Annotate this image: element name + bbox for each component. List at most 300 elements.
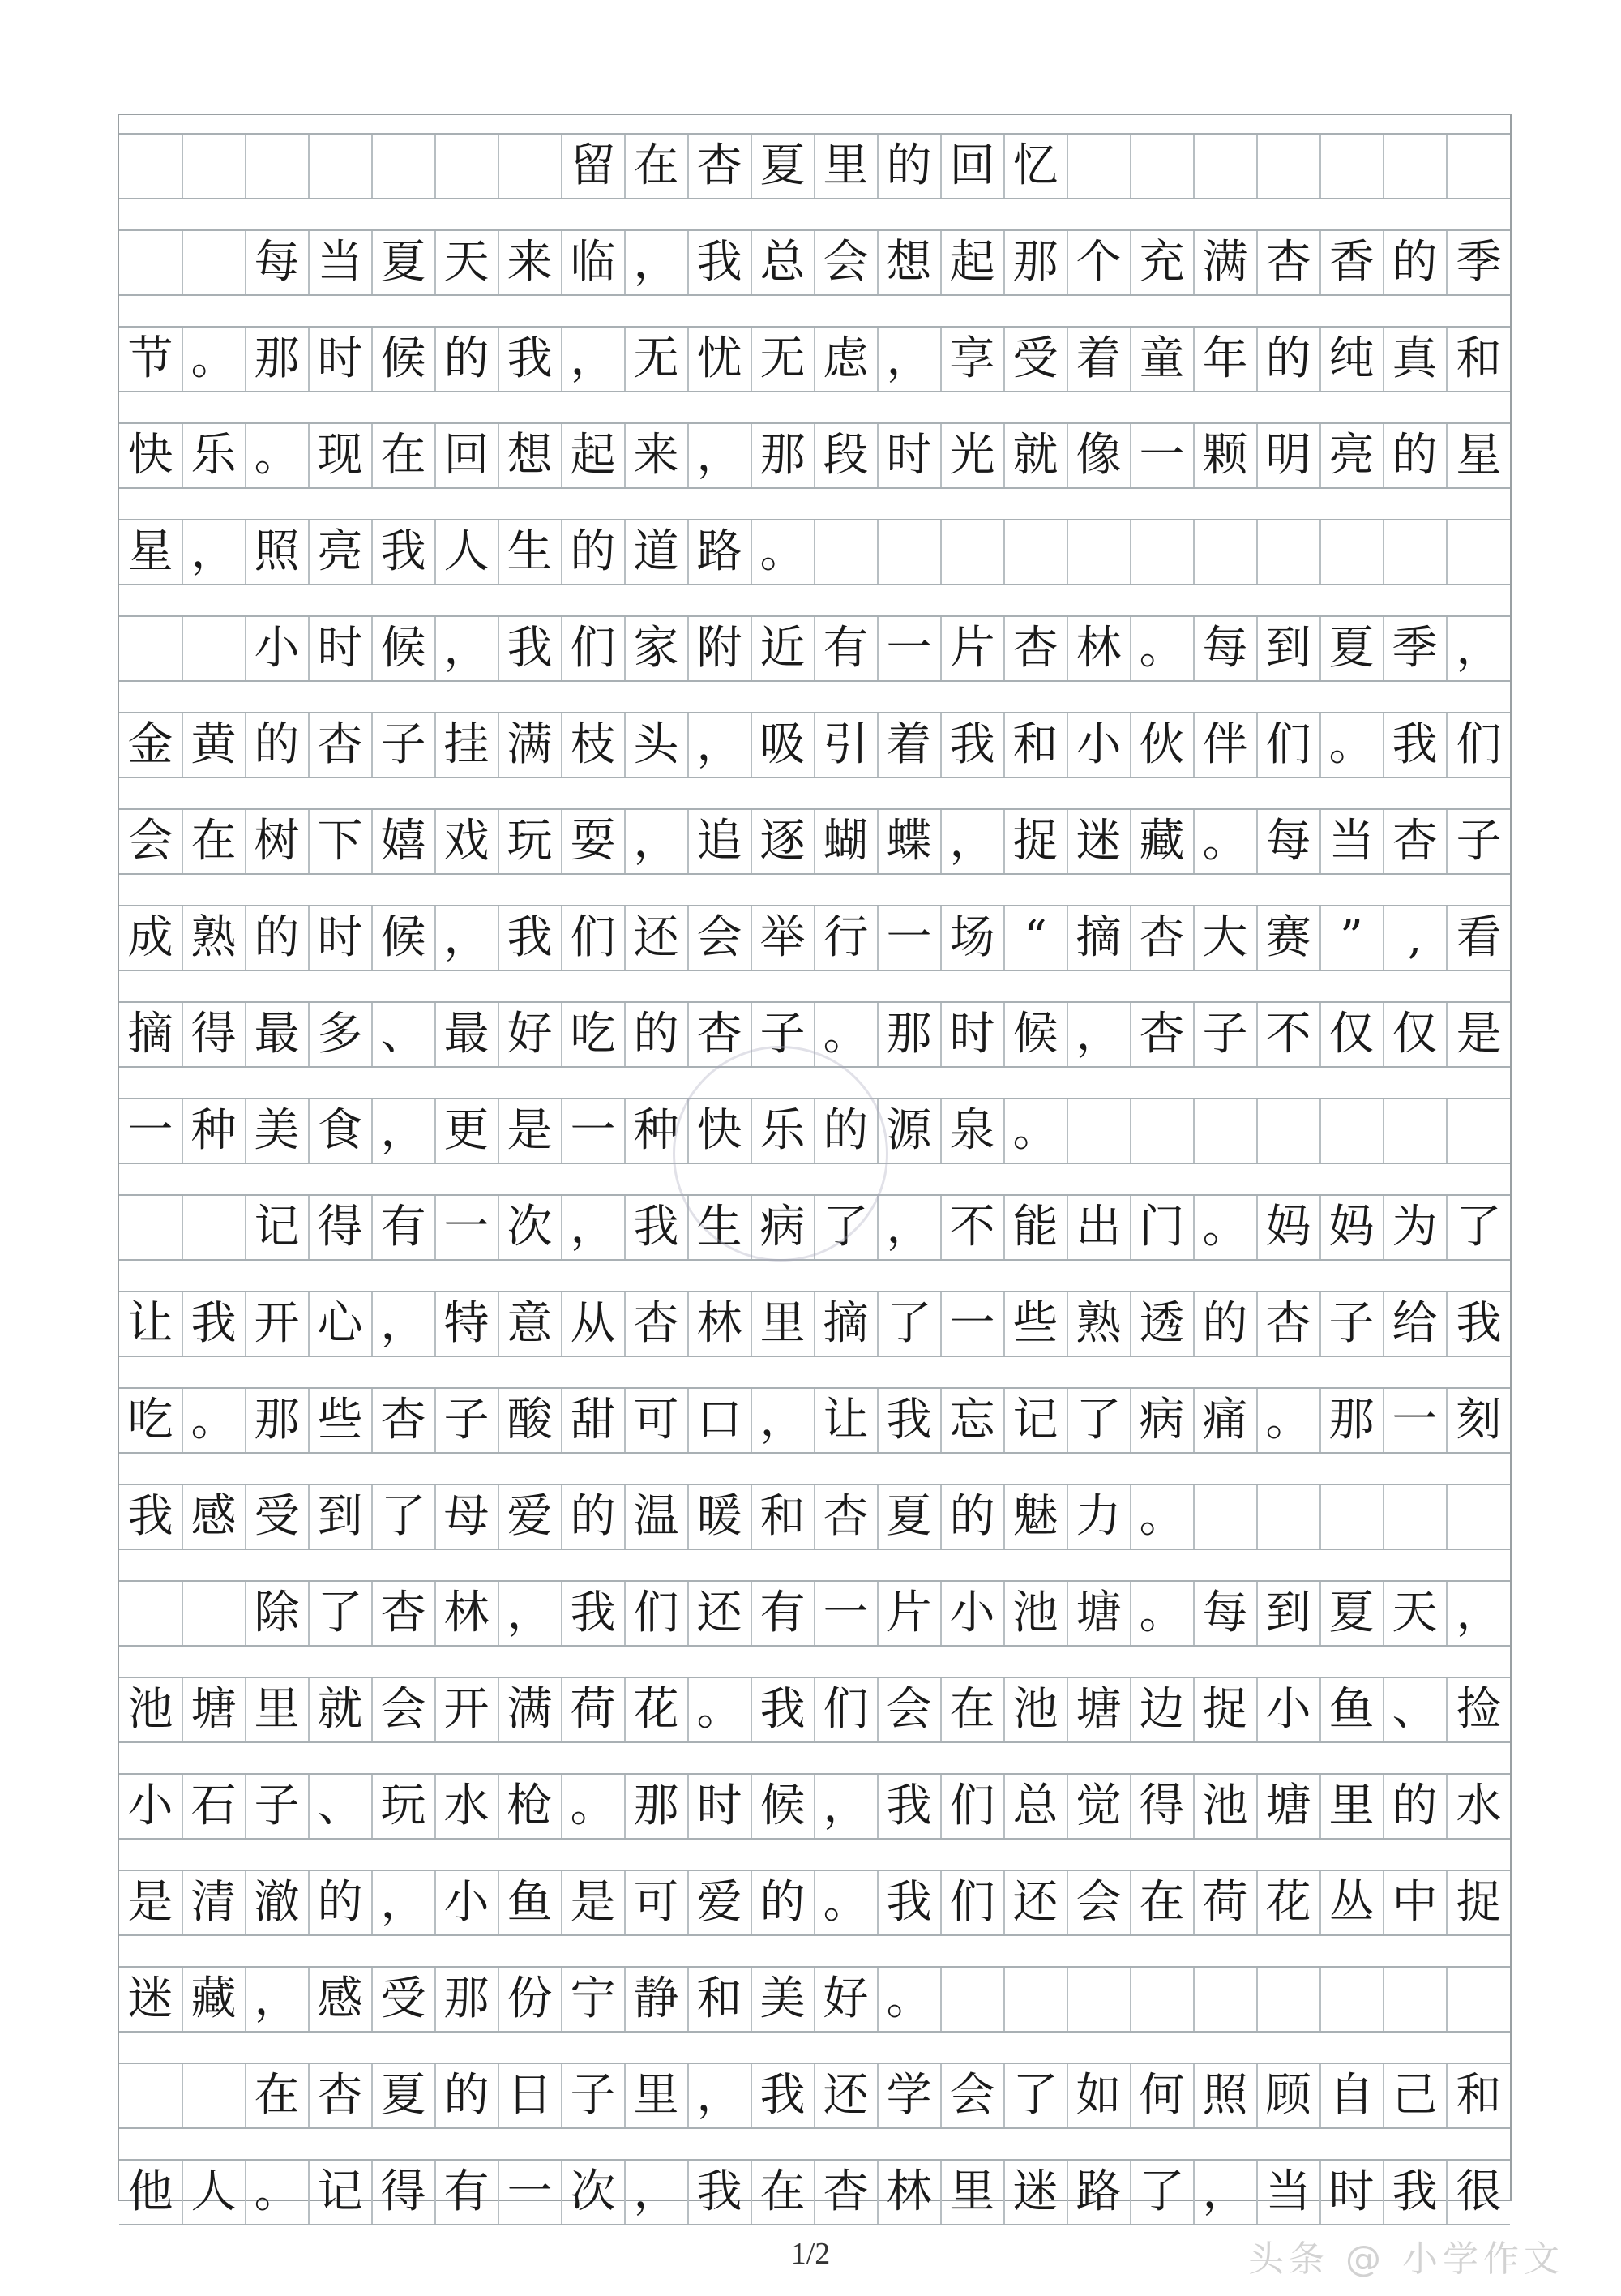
grid-cell: 捉	[1456, 1876, 1502, 1929]
grid-cell: 们	[1456, 718, 1502, 771]
grid-cell: 、	[309, 1775, 373, 1838]
grid-cell: 是	[562, 1871, 626, 1934]
grid-cell: 夏	[1320, 1582, 1384, 1645]
grid-cell: 在	[625, 135, 689, 198]
grid-cell: 如	[1067, 2064, 1131, 2127]
grid-cell: 现	[309, 424, 373, 487]
grid-cell: 中	[1384, 1871, 1448, 1934]
grid-cell: 一	[498, 2161, 562, 2224]
grid-cell: 。	[1004, 1099, 1068, 1163]
grid-cell: 摘	[1067, 906, 1131, 970]
grid-cell: ，	[1456, 1587, 1502, 1639]
grid-cell	[1194, 1968, 1258, 2031]
grid-cell: 次	[562, 2161, 626, 2224]
grid-cell	[435, 135, 499, 198]
grid-cell: 妈	[1257, 1196, 1321, 1259]
grid-cell: 下	[309, 810, 373, 873]
grid-cell	[182, 2064, 246, 2127]
grid-cell: 边	[1131, 1678, 1195, 1741]
grid-cell: 和	[688, 1968, 752, 2031]
grid-cell: 一	[815, 1582, 879, 1645]
grid-cell: 受	[372, 1968, 436, 2031]
grid-cell: 痛	[1194, 1389, 1258, 1452]
grid-cell: 枝	[562, 713, 626, 777]
grid-cell: ，	[625, 231, 689, 294]
grid-cell: 杏	[625, 1292, 689, 1356]
text-line	[119, 326, 1510, 392]
grid-cell: 伴	[1194, 713, 1258, 777]
grid-cell: 透	[1131, 1292, 1195, 1356]
grid-cell: 不	[941, 1196, 1005, 1259]
grid-cell: 、	[372, 1003, 436, 1066]
grid-cell: 来	[625, 424, 689, 487]
grid-cell: ，	[1456, 622, 1502, 675]
grid-cell: 到	[1257, 617, 1321, 680]
grid-cell: 池	[1004, 1678, 1068, 1741]
faint-stamp-mark	[673, 1046, 888, 1262]
grid-cell	[1447, 1099, 1511, 1163]
grid-cell: 的	[246, 906, 310, 970]
grid-cell: ，	[625, 810, 689, 873]
grid-cell: 和	[751, 1485, 815, 1549]
grid-cell: 妈	[1320, 1196, 1384, 1259]
grid-cell: 就	[1004, 424, 1068, 487]
grid-cell	[309, 135, 373, 198]
grid-cell: 了	[372, 1485, 436, 1549]
grid-cell: 。	[688, 1678, 752, 1741]
text-line	[119, 519, 1510, 585]
grid-cell: 仅	[1384, 1003, 1448, 1066]
grid-cell: ，	[372, 1292, 436, 1356]
grid-cell: 让	[119, 1292, 183, 1356]
grid-cell: 杏	[815, 1485, 879, 1549]
grid-cell: 份	[498, 1968, 562, 2031]
grid-cell: 池	[119, 1678, 183, 1741]
grid-cell: 。	[1194, 1196, 1258, 1259]
grid-cell: 到	[1257, 1582, 1321, 1645]
grid-cell: 夏	[1320, 617, 1384, 680]
grid-cell: 一	[878, 617, 942, 680]
grid-cell: 吃	[119, 1389, 183, 1452]
grid-cell: 里	[1320, 1775, 1384, 1838]
grid-cell: 塘	[182, 1678, 246, 1741]
grid-cell	[1067, 1968, 1131, 2031]
grid-cell: 时	[688, 1775, 752, 1838]
grid-cell: 除	[246, 1582, 310, 1645]
grid-cell: 会	[815, 231, 879, 294]
grid-cell: 有	[372, 1196, 436, 1259]
grid-cell: 会	[941, 2064, 1005, 2127]
grid-cell	[182, 617, 246, 680]
grid-cell: 我	[498, 328, 562, 391]
grid-cell: 。	[815, 1003, 879, 1066]
grid-cell: 满	[498, 1678, 562, 1741]
grid-cell	[1257, 1968, 1321, 2031]
grid-cell: 嬉	[372, 810, 436, 873]
grid-cell: 树	[246, 810, 310, 873]
grid-cell: 更	[435, 1099, 499, 1163]
grid-cell: 人	[435, 520, 499, 584]
grid-cell: 学	[878, 2064, 942, 2127]
grid-cell: 杏	[309, 2064, 373, 2127]
grid-cell: 明	[1257, 424, 1321, 487]
grid-cell: 夏	[372, 2064, 436, 2127]
grid-cell: 照	[246, 520, 310, 584]
grid-cell: 还	[1004, 1871, 1068, 1934]
grid-cell: 那	[246, 328, 310, 391]
grid-cell: 的	[1257, 328, 1321, 391]
grid-cell: 吃	[562, 1003, 626, 1066]
grid-cell: 子	[562, 2064, 626, 2127]
grid-cell: 在	[751, 2161, 815, 2224]
grid-cell: 了	[1067, 1389, 1131, 1452]
grid-cell: 子	[1456, 815, 1502, 867]
grid-cell	[1384, 520, 1448, 584]
grid-cell: 着	[1067, 328, 1131, 391]
grid-cell: ，	[498, 1582, 562, 1645]
grid-cell: 玩	[498, 810, 562, 873]
grid-cell: 子	[372, 713, 436, 777]
grid-cell: 何	[1131, 2064, 1195, 2127]
grid-cell: 他	[119, 2161, 183, 2224]
grid-cell: 亮	[309, 520, 373, 584]
grid-cell: 了	[309, 1582, 373, 1645]
text-line	[119, 1966, 1510, 2033]
grid-cell: 时	[878, 424, 942, 487]
grid-cell: 每	[1194, 1582, 1258, 1645]
grid-cell: 。	[878, 1968, 942, 2031]
grid-cell: 路	[688, 520, 752, 584]
grid-cell: 我	[625, 1196, 689, 1259]
grid-cell: 里	[625, 2064, 689, 2127]
grid-cell	[1131, 1968, 1195, 2031]
grid-cell: 有	[815, 617, 879, 680]
grid-cell: 蝴	[815, 810, 879, 873]
grid-cell	[246, 135, 310, 198]
grid-cell: 举	[751, 906, 815, 970]
grid-cell: 生	[498, 520, 562, 584]
grid-cell: 杏	[1131, 1003, 1195, 1066]
text-line	[119, 2159, 1510, 2225]
grid-cell	[1320, 1968, 1384, 2031]
grid-cell: 一	[941, 1292, 1005, 1356]
grid-cell: 照	[1194, 2064, 1258, 2127]
grid-cell: 路	[1067, 2161, 1131, 2224]
grid-cell: 病	[1131, 1389, 1195, 1452]
grid-cell: ，	[435, 617, 499, 680]
grid-cell: 让	[815, 1389, 879, 1452]
grid-cell: 酸	[498, 1389, 562, 1452]
grid-cell: 甜	[562, 1389, 626, 1452]
grid-cell: 荷	[562, 1678, 626, 1741]
grid-cell: 。	[815, 1871, 879, 1934]
grid-cell: 美	[751, 1968, 815, 2031]
grid-cell: 塘	[1067, 1582, 1131, 1645]
watermark: 头条 @ 小学作文	[1248, 2238, 1564, 2280]
grid-cell	[1131, 520, 1195, 584]
grid-cell: 追	[688, 810, 752, 873]
grid-cell: 枪	[498, 1775, 562, 1838]
grid-cell: 亮	[1320, 424, 1384, 487]
grid-cell: 成	[119, 906, 183, 970]
grid-cell: 金	[119, 713, 183, 777]
grid-cell: 己	[1384, 2064, 1448, 2127]
grid-cell: ，	[246, 1968, 310, 2031]
grid-cell: 。	[1131, 1582, 1195, 1645]
grid-cell	[941, 1968, 1005, 2031]
grid-cell: 大	[1194, 906, 1258, 970]
grid-cell: 场	[941, 906, 1005, 970]
grid-cell: 口	[688, 1389, 752, 1452]
grid-cell: 的	[1384, 1775, 1448, 1838]
grid-cell: 的	[941, 1485, 1005, 1549]
grid-cell: 力	[1067, 1485, 1131, 1549]
grid-cell	[1320, 1485, 1384, 1549]
text-line	[119, 1580, 1510, 1647]
grid-cell: 光	[941, 424, 1005, 487]
grid-cell: 从	[562, 1292, 626, 1356]
grid-cell: 真	[1384, 328, 1448, 391]
grid-cell: 时	[309, 906, 373, 970]
grid-cell	[498, 135, 562, 198]
grid-cell: 一	[435, 1196, 499, 1259]
grid-cell: 回	[435, 424, 499, 487]
grid-cell: 藏	[182, 1968, 246, 2031]
grid-cell: 当	[309, 231, 373, 294]
text-line	[119, 2063, 1510, 2129]
grid-cell	[1257, 1099, 1321, 1163]
grid-cell: 里	[941, 2161, 1005, 2224]
grid-cell: 特	[435, 1292, 499, 1356]
grid-cell: 们	[625, 1582, 689, 1645]
grid-cell: “	[1004, 906, 1068, 970]
grid-cell: 捉	[1004, 810, 1068, 873]
grid-cell: 记	[246, 1196, 310, 1259]
grid-cell: 得	[182, 1003, 246, 1066]
grid-cell: 母	[435, 1485, 499, 1549]
grid-cell: 我	[751, 2064, 815, 2127]
grid-cell: 夏	[878, 1485, 942, 1549]
grid-cell: 了	[815, 1196, 879, 1259]
grid-cell: 纯	[1320, 328, 1384, 391]
grid-cell: 暖	[688, 1485, 752, 1549]
grid-cell: 刻	[1456, 1394, 1502, 1446]
grid-cell: 子	[246, 1775, 310, 1838]
grid-cell	[182, 135, 246, 198]
grid-cell: 爱	[498, 1485, 562, 1549]
grid-cell: 还	[815, 2064, 879, 2127]
grid-cell: ，	[562, 1196, 626, 1259]
grid-cell	[1447, 1485, 1511, 1549]
grid-cell: 在	[246, 2064, 310, 2127]
grid-cell	[1067, 520, 1131, 584]
grid-cell	[1004, 1968, 1068, 2031]
grid-cell: 小	[246, 617, 310, 680]
grid-cell	[182, 231, 246, 294]
grid-cell: 记	[1004, 1389, 1068, 1452]
grid-cell: 我	[688, 231, 752, 294]
grid-cell: 那	[625, 1775, 689, 1838]
grid-cell: 藏	[1131, 810, 1195, 873]
grid-cell: 赛	[1257, 906, 1321, 970]
grid-cell: 那	[246, 1389, 310, 1452]
grid-cell: 。	[1320, 713, 1384, 777]
grid-cell: 时	[309, 328, 373, 391]
grid-cell: 种	[625, 1099, 689, 1163]
grid-cell: 我	[1456, 1297, 1502, 1350]
grid-cell: 的	[435, 2064, 499, 2127]
grid-cell: 可	[625, 1389, 689, 1452]
grid-cell: ，	[878, 1196, 942, 1259]
grid-cell: 日	[498, 2064, 562, 2127]
grid-cell: 林	[435, 1582, 499, 1645]
grid-cell: 享	[941, 328, 1005, 391]
grid-cell: ，	[625, 2161, 689, 2224]
grid-cell: 受	[1004, 328, 1068, 391]
grid-cell: 们	[1257, 713, 1321, 777]
grid-cell: 得	[1131, 1775, 1195, 1838]
grid-cell: 候	[751, 1775, 815, 1838]
text-line	[119, 808, 1510, 875]
grid-cell: 捉	[1194, 1678, 1258, 1741]
grid-cell: 熟	[182, 906, 246, 970]
grid-cell: 和	[1004, 713, 1068, 777]
grid-cell: 还	[688, 1582, 752, 1645]
grid-cell: 子	[1320, 1292, 1384, 1356]
grid-cell: 些	[1004, 1292, 1068, 1356]
grid-cell: 人	[182, 2161, 246, 2224]
grid-cell: 个	[1067, 231, 1131, 294]
grid-cell: ，	[435, 906, 499, 970]
grid-cell: 每	[1257, 810, 1321, 873]
grid-cell: 行	[815, 906, 879, 970]
grid-cell: 里	[751, 1292, 815, 1356]
grid-cell: 摘	[119, 1003, 183, 1066]
title-row	[119, 133, 1510, 199]
grid-cell	[119, 231, 183, 294]
grid-cell: 们	[815, 1678, 879, 1741]
grid-cell: 我	[878, 1775, 942, 1838]
grid-cell: 出	[1067, 1196, 1131, 1259]
grid-cell: 虑	[815, 328, 879, 391]
grid-cell: 的	[1384, 424, 1448, 487]
grid-cell: 我	[372, 520, 436, 584]
grid-cell: 。	[562, 1775, 626, 1838]
grid-cell: ，	[688, 713, 752, 777]
grid-cell: 总	[1004, 1775, 1068, 1838]
grid-cell: 澈	[246, 1871, 310, 1934]
grid-cell: 我	[688, 2161, 752, 2224]
grid-cell: 给	[1384, 1292, 1448, 1356]
grid-cell: 顾	[1257, 2064, 1321, 2127]
grid-cell: 最	[435, 1003, 499, 1066]
grid-cell: 的	[815, 1099, 879, 1163]
grid-cell: 节	[119, 328, 183, 391]
grid-cell: 在	[941, 1678, 1005, 1741]
grid-cell: 池	[1194, 1775, 1258, 1838]
grid-cell: 会	[372, 1678, 436, 1741]
grid-cell	[1067, 1099, 1131, 1163]
grid-cell: 了	[1456, 1201, 1502, 1253]
grid-cell: 里	[246, 1678, 310, 1741]
grid-cell: ，	[182, 520, 246, 584]
grid-cell: 我	[562, 1582, 626, 1645]
grid-cell: 塘	[1257, 1775, 1321, 1838]
grid-cell: 时	[1320, 2161, 1384, 2224]
text-line	[119, 905, 1510, 971]
grid-cell: 。	[1131, 617, 1195, 680]
grid-cell	[1257, 135, 1321, 198]
grid-cell: 花	[1257, 1871, 1321, 1934]
grid-cell: 家	[625, 617, 689, 680]
grid-cell: 挂	[435, 713, 499, 777]
grid-cell: 我	[878, 1389, 942, 1452]
grid-cell: 回	[941, 135, 1005, 198]
grid-cell: 颗	[1194, 424, 1258, 487]
grid-cell: 。	[182, 328, 246, 391]
grid-cell: 杏	[372, 1389, 436, 1452]
grid-cell: 池	[1004, 1582, 1068, 1645]
grid-cell: 我	[1384, 713, 1448, 777]
grid-cell	[1257, 1485, 1321, 1549]
grid-cell: ,	[1384, 906, 1448, 970]
grid-cell: 小	[119, 1775, 183, 1838]
grid-cell: 的	[1384, 231, 1448, 294]
grid-cell: 总	[751, 231, 815, 294]
grid-cell	[119, 617, 183, 680]
grid-cell: 温	[625, 1485, 689, 1549]
grid-cell: 清	[182, 1871, 246, 1934]
grid-cell: 。	[1257, 1389, 1321, 1452]
grid-cell: 天	[435, 231, 499, 294]
grid-cell: 和	[1456, 2069, 1502, 2122]
grid-cell: 候	[372, 906, 436, 970]
grid-cell: 感	[309, 1968, 373, 2031]
grid-cell: 当	[1257, 2161, 1321, 2224]
grid-cell: 起	[941, 231, 1005, 294]
grid-cell: 有	[435, 2161, 499, 2224]
text-line	[119, 1291, 1510, 1357]
grid-cell: 杏	[1004, 617, 1068, 680]
grid-cell: 子	[1194, 1003, 1258, 1066]
grid-cell: 记	[309, 2161, 373, 2224]
grid-cell: 意	[498, 1292, 562, 1356]
grid-cell: 熟	[1067, 1292, 1131, 1356]
grid-cell: 心	[309, 1292, 373, 1356]
grid-cell	[878, 520, 942, 584]
grid-cell: 我	[182, 1292, 246, 1356]
grid-cell: 里	[815, 135, 879, 198]
grid-cell: 了	[878, 1292, 942, 1356]
grid-cell	[815, 520, 879, 584]
grid-cell: 时	[309, 617, 373, 680]
grid-cell: 头	[625, 713, 689, 777]
text-line	[119, 1870, 1510, 1936]
grid-cell: 的	[562, 1485, 626, 1549]
grid-cell: 戏	[435, 810, 499, 873]
grid-cell	[1320, 1099, 1384, 1163]
grid-cell: 们	[941, 1871, 1005, 1934]
grid-cell: 迷	[119, 1968, 183, 2031]
grid-cell	[1447, 135, 1511, 198]
grid-cell: 一	[1384, 1389, 1448, 1452]
grid-cell	[1384, 1968, 1448, 2031]
grid-cell: 小	[1257, 1678, 1321, 1741]
grid-cell: 附	[688, 617, 752, 680]
grid-cell: 满	[498, 713, 562, 777]
grid-cell: 还	[625, 906, 689, 970]
grid-cell: 吸	[751, 713, 815, 777]
